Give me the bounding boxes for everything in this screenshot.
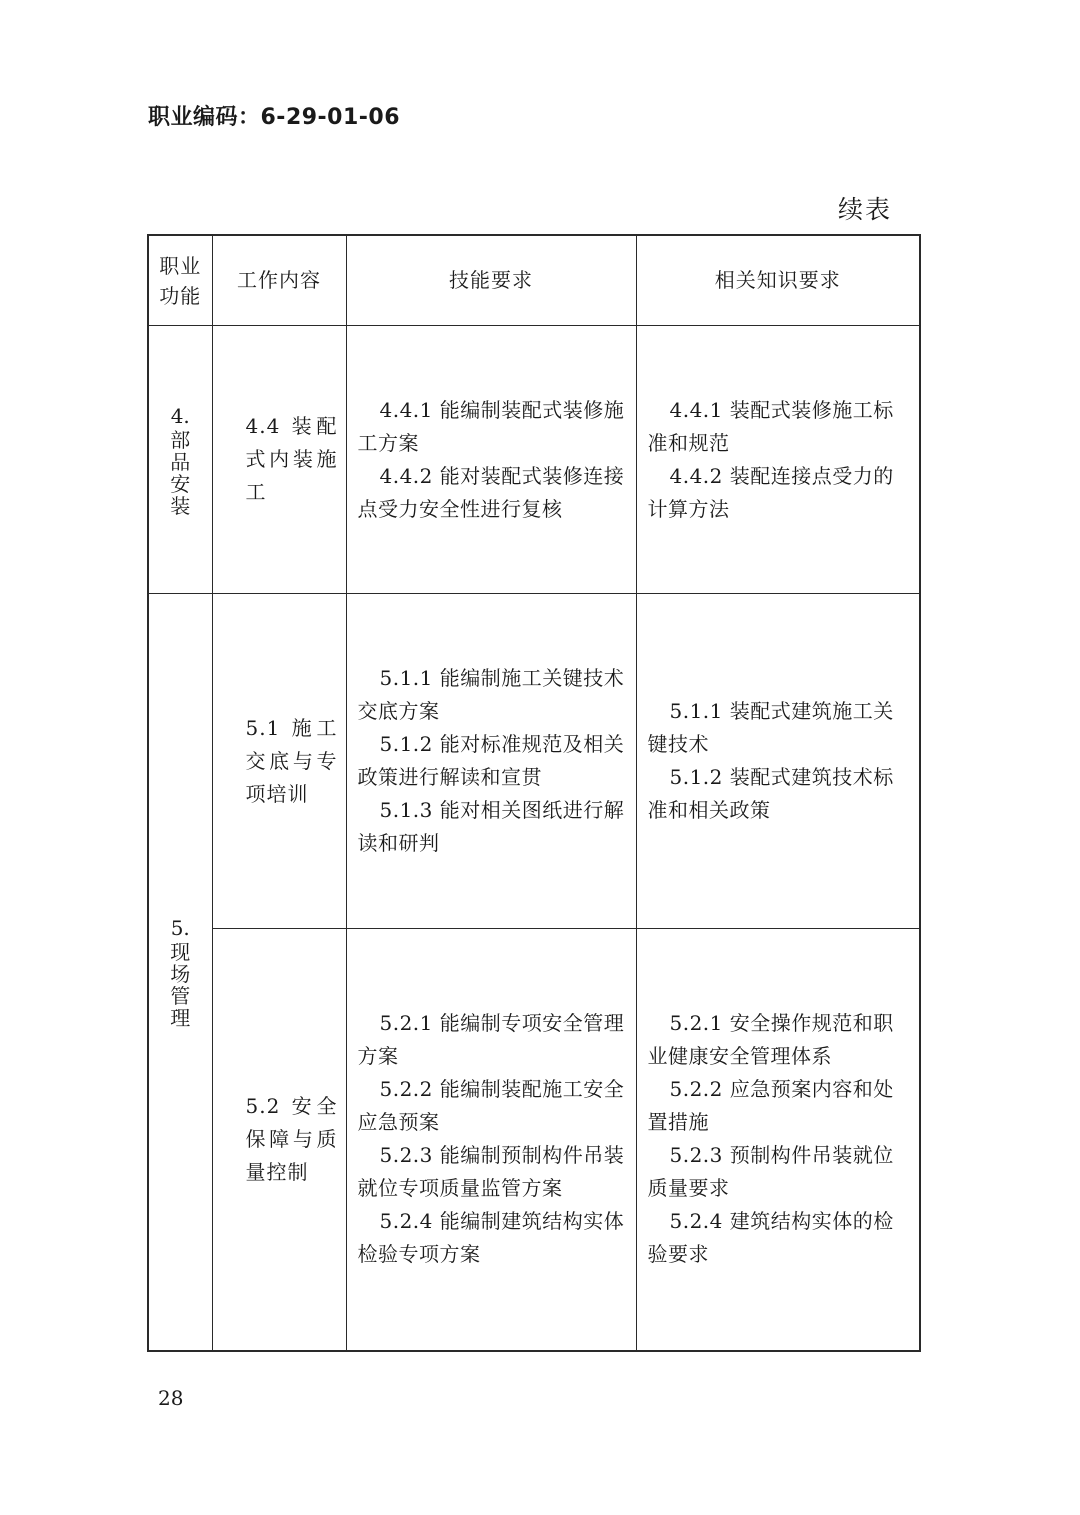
header-work-content: 工作内容 bbox=[212, 235, 346, 326]
skill-item: 5.1.3 能对相关图纸进行解读和研判 bbox=[357, 798, 625, 855]
table-row bbox=[148, 594, 920, 929]
header-function: 职业 功能 bbox=[148, 235, 212, 326]
skill-item: 5.2.1 能编制专项安全管理方案 bbox=[357, 1011, 625, 1069]
continued-label: 续表 bbox=[837, 195, 892, 224]
function-cell bbox=[148, 594, 212, 1351]
function-number: 4. bbox=[170, 403, 190, 428]
table-header-row bbox=[148, 235, 920, 326]
knowledge-item: 5.1.2 装配式建筑技术标准和相关政策 bbox=[647, 765, 894, 822]
knowledge-item: 5.2.1 安全操作规范和职业健康安全管理体系 bbox=[647, 1011, 894, 1069]
header-knowledge-requirements: 相关知识要求 bbox=[636, 235, 920, 326]
skills-cell bbox=[346, 326, 636, 594]
table-row bbox=[148, 326, 920, 594]
skills-cell bbox=[346, 594, 636, 929]
function-name: 部品安装 bbox=[170, 427, 191, 518]
knowledge-item: 4.4.1 装配式装修施工标准和规范 bbox=[647, 397, 894, 455]
knowledge-item: 5.1.1 装配式建筑施工关键技术 bbox=[647, 699, 894, 756]
work-number: 4.4 bbox=[245, 414, 281, 438]
work-content-cell bbox=[212, 326, 346, 594]
knowledge-cell bbox=[636, 594, 920, 929]
work-content-cell bbox=[212, 929, 346, 1351]
skill-item: 5.2.3 能编制预制构件吊装就位专项质量监管方案 bbox=[357, 1143, 625, 1201]
header-skill-requirements: 技能要求 bbox=[346, 235, 636, 326]
work-content-cell bbox=[212, 594, 346, 929]
skill-item: 5.2.4 能编制建筑结构实体检验专项方案 bbox=[357, 1209, 625, 1267]
skill-item: 5.1.2 能对标准规范及相关政策进行解读和宣贯 bbox=[357, 732, 625, 789]
page-number: 28 bbox=[158, 1386, 184, 1410]
work-text: 施工交底与专项培训 bbox=[245, 715, 338, 806]
work-text: 装配式内装施工 bbox=[245, 414, 338, 504]
function-cell bbox=[148, 326, 212, 594]
occupation-code: 职业编码：6-29-01-06 bbox=[148, 105, 401, 130]
skill-item: 5.1.1 能编制施工关键技术交底方案 bbox=[357, 666, 625, 723]
knowledge-item: 5.2.4 建筑结构实体的检验要求 bbox=[647, 1209, 894, 1267]
work-number: 5.2 bbox=[245, 1093, 281, 1118]
skill-item: 4.4.1 能编制装配式装修施工方案 bbox=[357, 397, 625, 455]
skills-cell bbox=[346, 929, 636, 1351]
requirements-table bbox=[147, 234, 921, 1352]
work-number: 5.1 bbox=[245, 715, 281, 740]
work-text: 安全保障与质量控制 bbox=[245, 1093, 338, 1184]
skill-item: 4.4.2 能对装配式装修连接点受力安全性进行复核 bbox=[357, 463, 625, 521]
knowledge-item: 5.2.3 预制构件吊装就位质量要求 bbox=[647, 1143, 894, 1201]
knowledge-cell bbox=[636, 326, 920, 594]
knowledge-item: 4.4.2 装配连接点受力的计算方法 bbox=[647, 463, 894, 521]
knowledge-cell bbox=[636, 929, 920, 1351]
function-name: 现场管理 bbox=[170, 939, 191, 1030]
knowledge-item: 5.2.2 应急预案内容和处置措施 bbox=[647, 1077, 894, 1135]
table-row bbox=[148, 929, 920, 1351]
skill-item: 5.2.2 能编制装配施工安全应急预案 bbox=[357, 1077, 625, 1135]
function-number: 5. bbox=[170, 915, 190, 940]
